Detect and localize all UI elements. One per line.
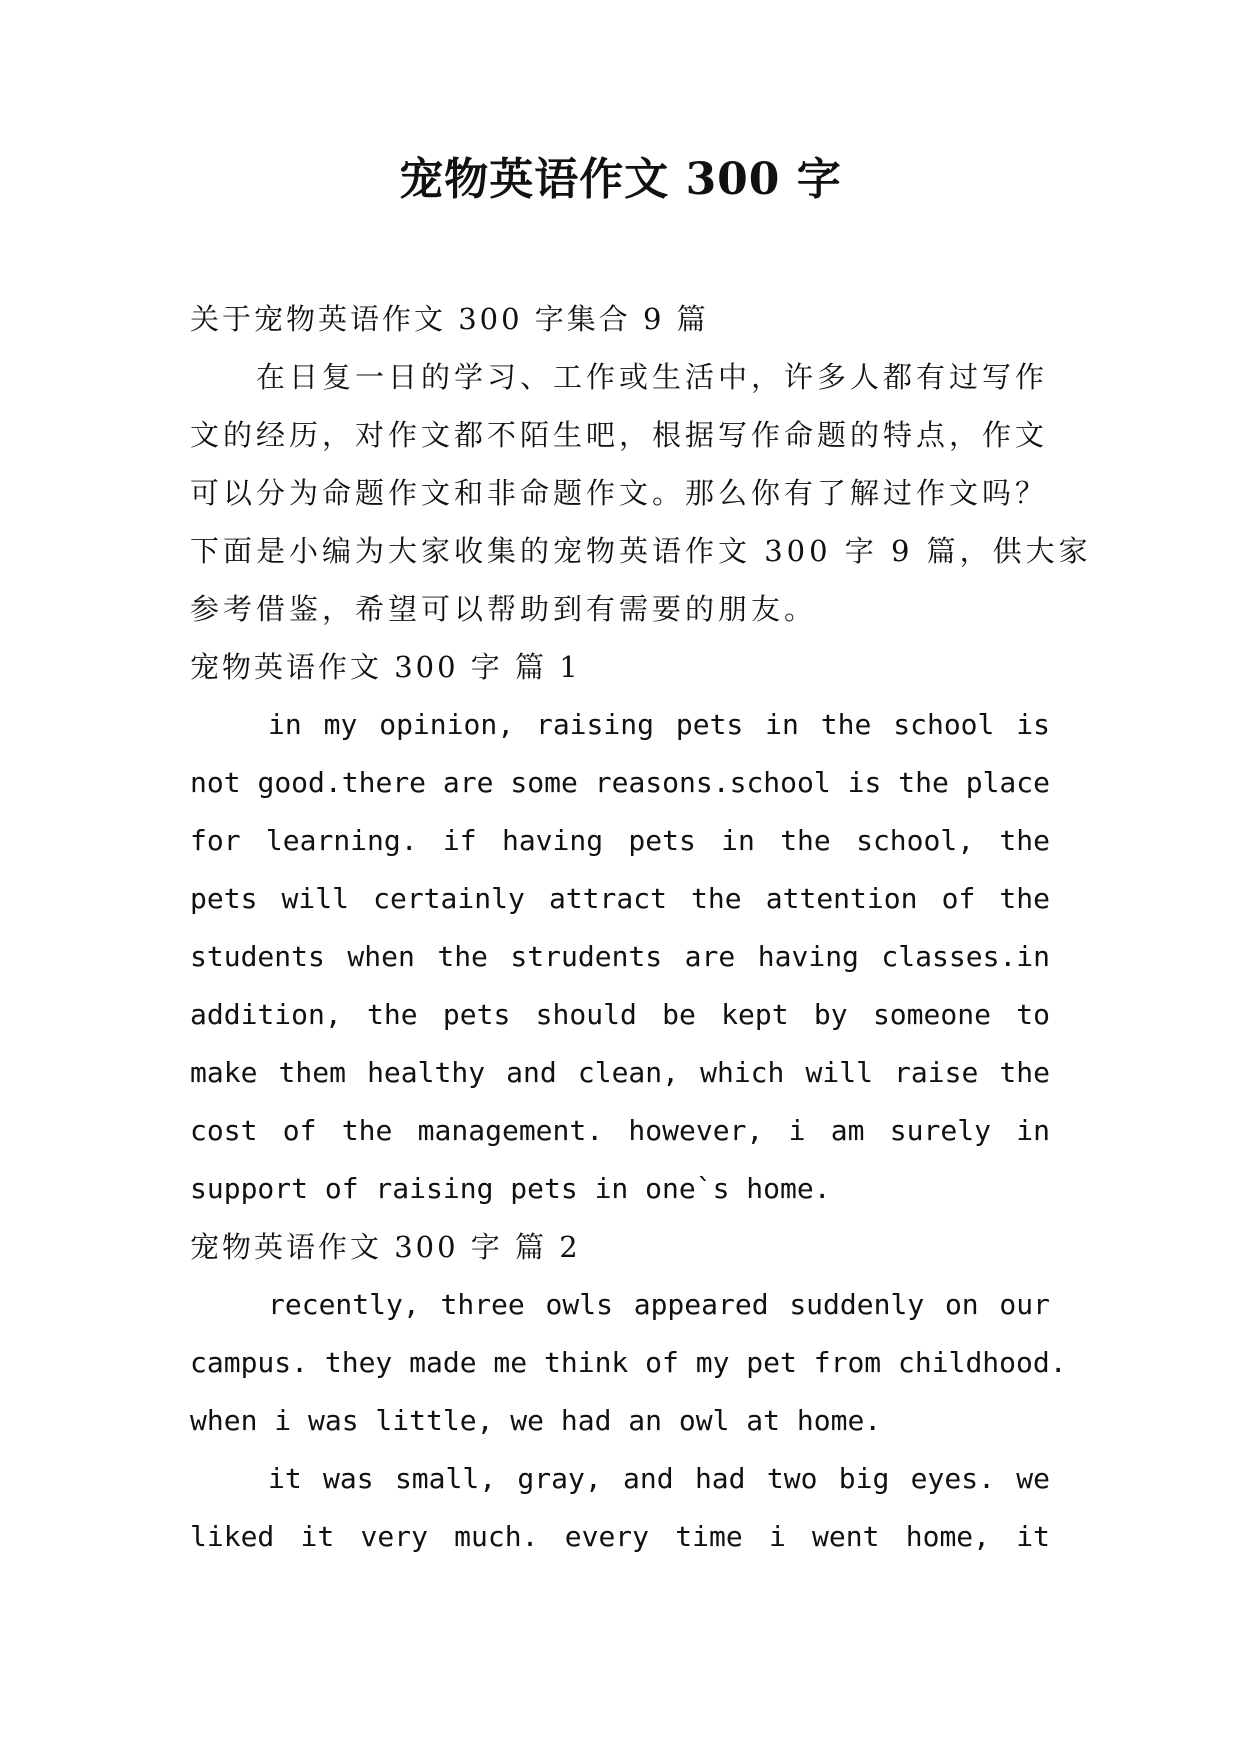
paragraph-line: cost of the management. however, i am surely in — [190, 1114, 1050, 1147]
paragraph-line: pets will certainly attract the attention of the — [190, 882, 1050, 915]
paragraph-line: campus. they made me think of my pet from childhood. — [190, 1346, 1067, 1379]
paragraph-line: addition, the pets should be kept by someone to — [190, 998, 1050, 1031]
paragraph-line: support of raising pets in one`s home. — [190, 1172, 831, 1205]
paragraph-line: students when the strudents are having classes.in — [190, 940, 1050, 973]
section-paragraph — [190, 696, 1050, 1218]
section-paragraph — [190, 1450, 1050, 1566]
section-heading: 宠物英语作文 300 字 篇 1 — [190, 650, 581, 684]
intro-line: 下面是小编为大家收集的宠物英语作文 300 字 9 篇，供大家 — [190, 534, 1092, 568]
paragraph-line: not good.there are some reasons.school is the place — [190, 766, 1050, 799]
paragraph-line: it was small, gray, and had two big eyes. we — [268, 1462, 1050, 1495]
intro-line: 参考借鉴，希望可以帮助到有需要的朋友。 — [190, 592, 818, 626]
paragraph-line: recently, three owls appeared suddenly on our — [268, 1288, 1050, 1321]
paragraph-line: for learning. if having pets in the school, the — [190, 824, 1050, 857]
section-heading: 宠物英语作文 300 字 篇 2 — [190, 1230, 581, 1264]
document-subtitle: 关于宠物英语作文 300 字集合 9 篇 — [190, 302, 709, 336]
intro-line: 文的经历，对作文都不陌生吧，根据写作命题的特点，作文 — [190, 418, 1049, 452]
paragraph-line: in my opinion, raising pets in the school is — [268, 708, 1050, 741]
paragraph-line: make them healthy and clean, which will raise the — [190, 1056, 1050, 1089]
intro-paragraph — [190, 348, 1092, 638]
section-paragraph — [190, 1276, 1067, 1450]
paragraph-line: liked it very much. every time i went home, it — [190, 1520, 1050, 1553]
intro-line: 在日复一日的学习、工作或生活中，许多人都有过写作 — [256, 360, 1049, 394]
document-body — [190, 290, 1092, 1566]
paragraph-line: when i was little, we had an owl at home. — [190, 1404, 882, 1437]
document-title: 宠物英语作文 300 字 — [399, 154, 842, 205]
intro-line: 可以分为命题作文和非命题作文。那么你有了解过作文吗？ — [190, 476, 1049, 510]
